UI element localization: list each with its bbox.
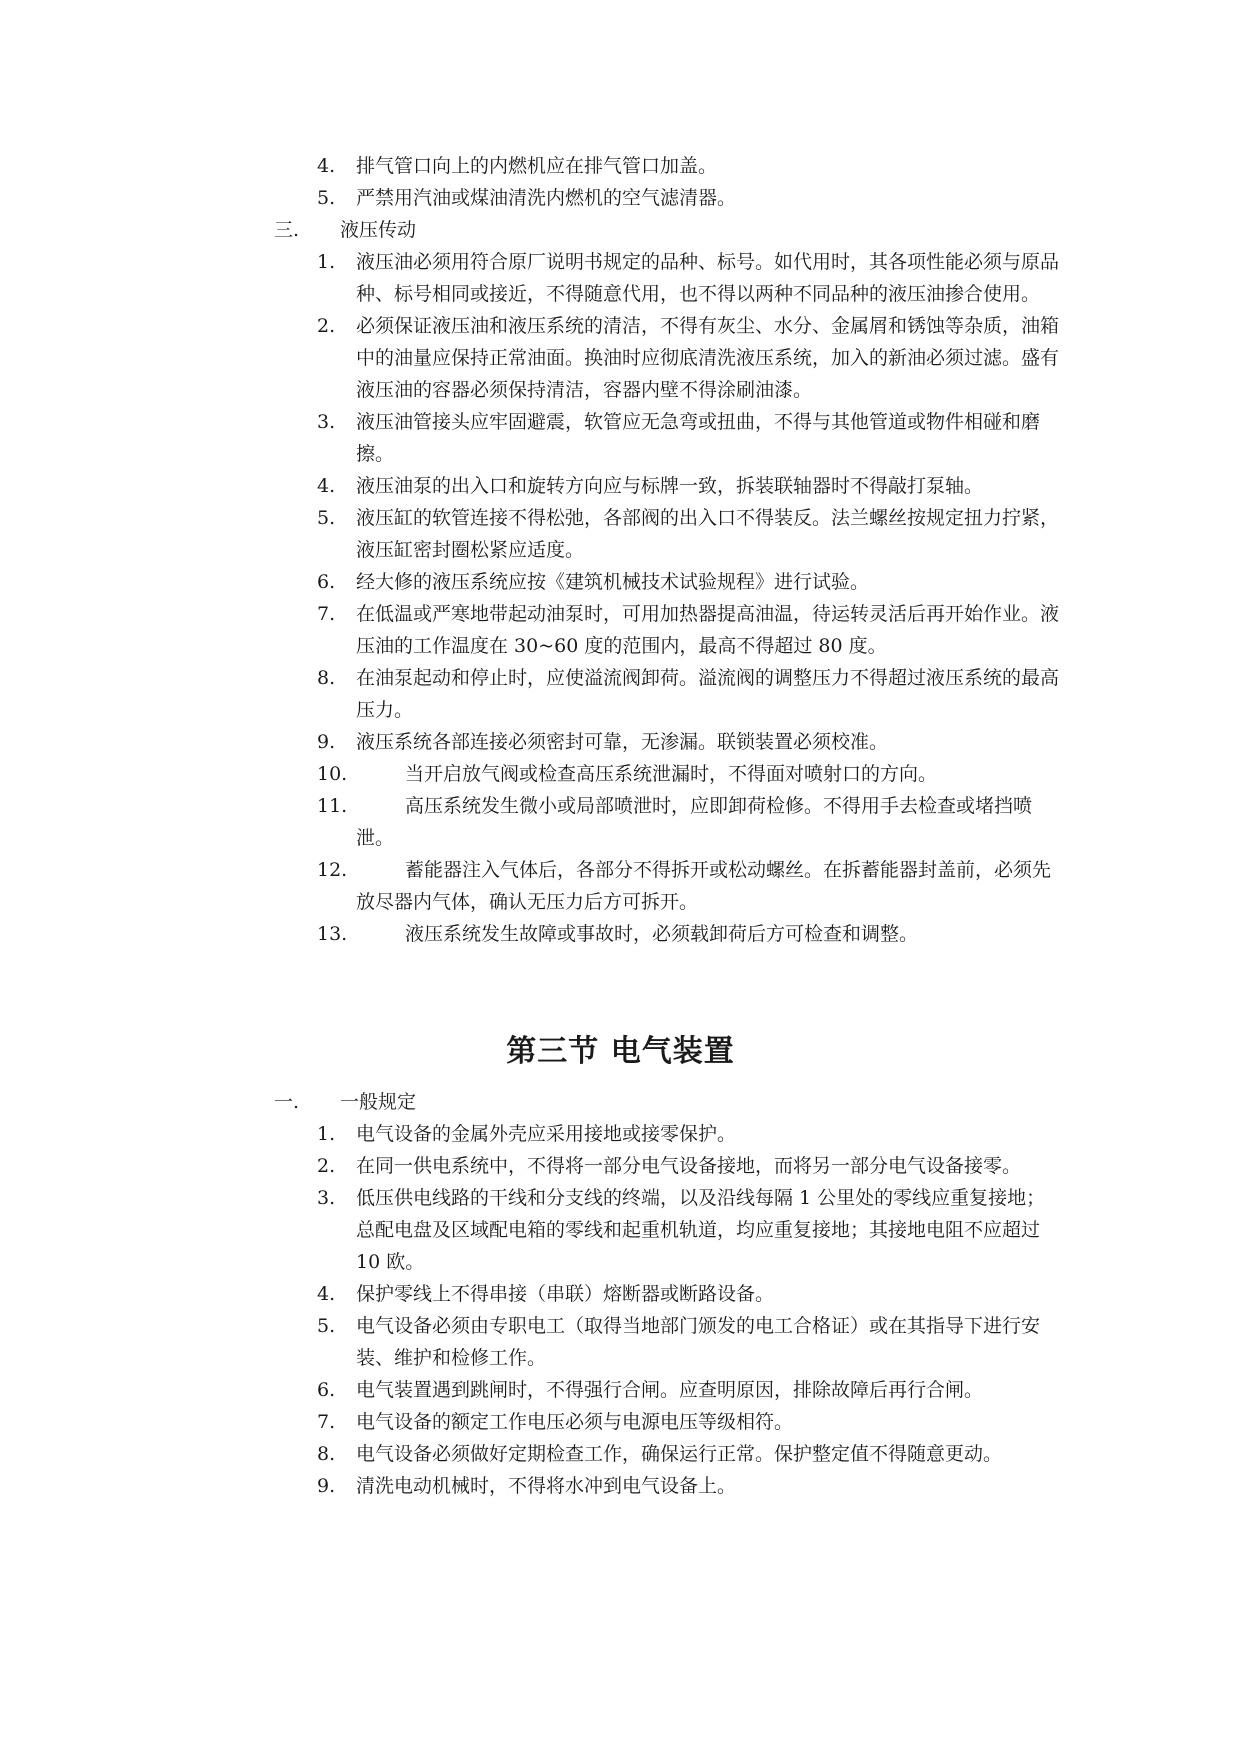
heading-number: 一.	[274, 1091, 300, 1113]
item-text: 清洗电动机械时，不得将水冲到电气设备上。	[356, 1475, 737, 1497]
item-number: 5.	[317, 187, 336, 209]
list-item	[274, 726, 1064, 758]
item-text: 在同一供电系统中，不得将一部分电气设备接地，而将另一部分电气设备接零。	[356, 1155, 1022, 1177]
item-number: 7.	[317, 1411, 336, 1433]
item-text: 经大修的液压系统应按《建筑机械技术试验规程》进行试验。	[356, 571, 870, 593]
item-text: 液压油必须用符合原厂说明书规定的品种、标号。如代用时，其各项性能必须与原品种、标号相同或接近，不得随意代用，也不得以两种不同品种的液压油掺合使用。	[356, 251, 1060, 305]
item-text: 当开启放气阀或检查高压系统泄漏时，不得面对喷射口的方向。	[405, 763, 938, 785]
item-number: 1.	[317, 1123, 336, 1145]
list-item	[274, 1278, 1064, 1310]
item-number: 4.	[317, 475, 336, 497]
list-item	[274, 246, 1064, 310]
item-text: 蓄能器注入气体后，各部分不得拆开或松动螺丝。在拆蓄能器封盖前，必须先放尽器内气体，确认无压力后方可拆开。	[356, 859, 1052, 913]
item-number: 3.	[317, 411, 336, 433]
item-text: 电气设备必须由专职电工（取得当地部门颁发的电工合格证）或在其指导下进行安装、维护和检修工作。	[356, 1315, 1041, 1369]
item-text: 高压系统发生微小或局部喷泄时，应即卸荷检修。不得用手去检查或堵挡喷泄。	[356, 795, 1033, 849]
item-text: 电气设备必须做好定期检查工作，确保运行正常。保护整定值不得随意更动。	[356, 1443, 1003, 1465]
item-text: 低压供电线路的干线和分支线的终端，以及沿线每隔 1 公里处的零线应重复接地；总配电盘及区域配电箱的零线和起重机轨道，均应重复接地；其接地电阻不应超过 10 欧。	[356, 1187, 1046, 1273]
list-item	[274, 854, 1064, 918]
list-item	[274, 310, 1064, 406]
item-number: 5.	[317, 507, 336, 529]
list-item	[274, 406, 1064, 470]
list-item	[274, 502, 1064, 566]
list-item	[274, 1470, 1064, 1502]
item-text: 电气设备的金属外壳应采用接地或接零保护。	[356, 1123, 737, 1145]
item-text: 在油泵起动和停止时，应使溢流阀卸荷。溢流阀的调整压力不得超过液压系统的最高压力。	[356, 667, 1060, 721]
heading-text: 一般规定	[340, 1091, 417, 1113]
item-text: 液压系统各部连接必须密封可靠，无渗漏。联锁装置必须校准。	[356, 731, 889, 753]
hydraulic-section	[274, 214, 1064, 950]
item-number: 9.	[317, 731, 336, 753]
item-number: 6.	[317, 1379, 336, 1401]
list-item	[274, 1374, 1064, 1406]
list-item	[274, 758, 1064, 790]
item-text: 排气管口向上的内燃机应在排气管口加盖。	[356, 155, 718, 177]
item-text: 液压系统发生故障或事故时，必须载卸荷后方可检查和调整。	[405, 923, 919, 945]
item-number: 12.	[317, 859, 348, 881]
list-item	[274, 1438, 1064, 1470]
item-number: 10.	[317, 763, 348, 785]
list-item	[274, 790, 1064, 854]
list-item	[274, 182, 1064, 214]
list-item	[274, 1310, 1064, 1374]
item-number: 4.	[317, 155, 336, 177]
top-items-list	[274, 150, 1064, 214]
item-number: 4.	[317, 1283, 336, 1305]
item-text: 液压缸的软管连接不得松弛，各部阀的出入口不得装反。法兰螺丝按规定扭力拧紧，液压缸密封圈松紧应适度。	[356, 507, 1060, 561]
list-item	[274, 1182, 1064, 1278]
item-number: 1.	[317, 251, 336, 273]
item-number: 11.	[317, 795, 348, 817]
section-title: 第三节 电气装置	[506, 1034, 735, 1069]
item-number: 2.	[317, 315, 336, 337]
section-heading	[274, 1086, 1064, 1118]
list-item	[274, 918, 1064, 950]
list-item	[274, 1150, 1064, 1182]
item-number: 3.	[317, 1187, 336, 1209]
item-number: 8.	[317, 1443, 336, 1465]
item-text: 保护零线上不得串接（串联）熔断器或断路设备。	[356, 1283, 775, 1305]
item-number: 7.	[317, 603, 336, 625]
list-item	[274, 470, 1064, 502]
heading-text: 液压传动	[340, 219, 417, 241]
list-item	[274, 1406, 1064, 1438]
item-number: 8.	[317, 667, 336, 689]
item-number: 5.	[317, 1315, 336, 1337]
item-number: 6.	[317, 571, 336, 593]
item-number: 2.	[317, 1155, 336, 1177]
item-text: 电气装置遇到跳闸时，不得强行合闸。应查明原因，排除故障后再行合闸。	[356, 1379, 984, 1401]
list-item	[274, 150, 1064, 182]
item-text: 必须保证液压油和液压系统的清洁，不得有灰尘、水分、金属屑和锈蚀等杂质，油箱中的油量应保持正常油面。换油时应彻底清洗液压系统，加入的新油必须过滤。盛有液压油的容器必须保持清洁，容器内壁不得涂刷油漆。	[356, 315, 1060, 401]
item-text: 在低温或严寒地带起动油泵时，可用加热器提高油温，待运转灵活后再开始作业。液压油的工作温度在 30~60 度的范围内，最高不得超过 80 度。	[356, 603, 1060, 657]
item-number: 13.	[317, 923, 348, 945]
item-text: 电气设备的额定工作电压必须与电源电压等级相符。	[356, 1411, 794, 1433]
list-item	[274, 662, 1064, 726]
item-text: 液压油管接头应牢固避震，软管应无急弯或扭曲，不得与其他管道或物件相碰和磨擦。	[356, 411, 1041, 465]
item-text: 严禁用汽油或煤油清洗内燃机的空气滤清器。	[356, 187, 737, 209]
section-heading	[274, 214, 1064, 246]
list-item	[274, 598, 1064, 662]
item-text: 液压油泵的出入口和旋转方向应与标牌一致，拆装联轴器时不得敲打泵轴。	[356, 475, 984, 497]
list-item	[274, 566, 1064, 598]
list-item	[274, 1118, 1064, 1150]
heading-number: 三.	[274, 219, 300, 241]
general-section	[274, 1086, 1064, 1502]
item-number: 9.	[317, 1475, 336, 1497]
